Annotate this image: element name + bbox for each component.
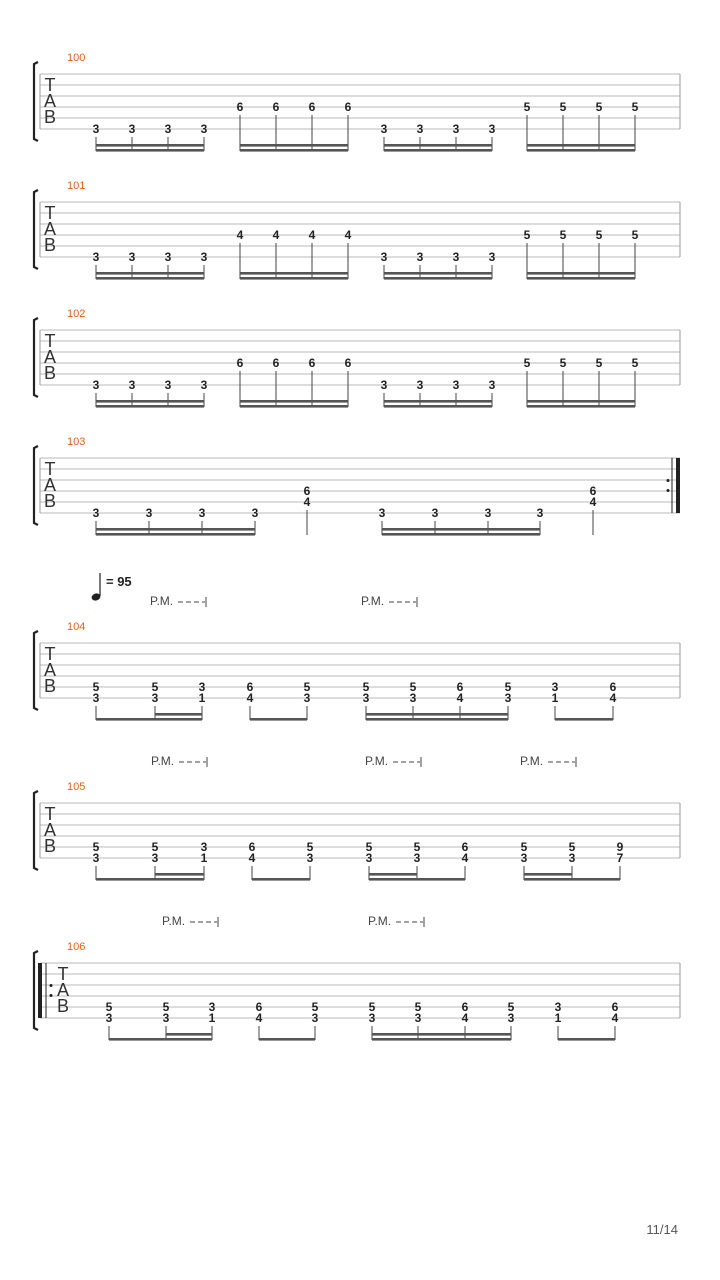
beam [96,149,204,152]
beam-secondary [155,713,202,716]
fret-number: 3 [416,378,424,392]
beam [240,149,348,152]
system-bracket [34,446,38,525]
fret-number: 3 [198,506,206,520]
fret-number: 5 [368,1000,376,1014]
beat-group [524,100,639,152]
fret-number: 5 [365,840,373,854]
fret-number: 3 [378,506,386,520]
fret-number: 5 [631,228,639,242]
tab-system-105 [34,754,680,881]
fret-number: 3 [452,378,460,392]
fret-number: 3 [198,680,206,694]
beam-secondary [96,400,204,403]
fret-number: 3 [414,1011,422,1025]
fret-number: 4 [255,1011,263,1025]
beam [369,878,465,881]
fret-number: 1 [200,851,208,865]
fret-number: 3 [409,691,417,705]
beam [366,718,508,721]
fret-number: 3 [200,122,208,136]
repeat-dot [50,984,53,987]
fret-number: 5 [162,1000,170,1014]
fret-number: 6 [456,680,464,694]
fret-number: 3 [151,691,159,705]
fret-number: 7 [616,851,624,865]
fret-number: 5 [523,228,531,242]
fret-number: 5 [151,680,159,694]
beat-group [237,356,352,408]
fret-number: 6 [246,680,254,694]
tab-clef-letter: T [44,331,56,351]
fret-number: 5 [414,1000,422,1014]
fret-number: 3 [365,851,373,865]
beam [382,533,540,536]
palm-mute-label: P.M. [365,754,389,768]
fret-number: 5 [504,680,512,694]
tab-clef-letter: B [43,107,57,127]
fret-number: 9 [616,840,624,854]
fret-number: 5 [306,840,314,854]
fret-number: 4 [609,691,617,705]
fret-number: 3 [520,851,528,865]
fret-number: 3 [488,250,496,264]
beam-secondary [240,272,348,275]
measure-number: 106 [67,941,86,953]
fret-number: 3 [311,1011,319,1025]
fret-number: 6 [611,1000,619,1014]
tab-clef-letter: B [43,676,57,696]
tab-system-100 [34,52,680,152]
system-bracket [34,631,38,710]
fret-number: 3 [151,851,159,865]
fret-number: 3 [251,506,259,520]
beat-group [304,484,311,535]
palm-mute-label: P.M. [151,754,175,768]
fret-number: 3 [484,506,492,520]
fret-number: 5 [520,840,528,854]
tab-clef-letter: A [43,475,57,495]
beat-group [247,680,311,721]
beam-secondary [166,1033,212,1036]
beat-group [93,840,208,881]
beam [240,277,348,280]
fret-number: 3 [92,250,100,264]
fret-number: 5 [559,228,567,242]
beam [109,1038,212,1041]
fret-number: 6 [236,356,244,370]
repeat-dot [50,994,53,997]
fret-number: 6 [255,1000,263,1014]
fret-number: 3 [92,691,100,705]
fret-number: 3 [554,1000,562,1014]
fret-number: 3 [128,250,136,264]
tab-system-102 [34,308,680,408]
beat-group [363,680,512,721]
measure-number: 102 [67,308,86,320]
beat-group [381,378,496,408]
fret-number: 3 [568,851,576,865]
measure-number: 100 [67,52,86,64]
repeat-end-thick [676,458,680,513]
fret-number: 3 [551,680,559,694]
beat-group [256,1000,319,1041]
fret-number: 4 [461,851,469,865]
tab-clef-letter: T [44,804,56,824]
tab-clef-letter: A [43,219,57,239]
tab-clef-letter: B [43,836,57,856]
fret-number: 4 [303,495,311,509]
beam-secondary [527,144,635,147]
beat-group [381,250,496,280]
beat-group [93,250,208,280]
fret-number: 5 [568,840,576,854]
fret-number: 3 [208,1000,216,1014]
beam [384,149,492,152]
beat-group [524,356,639,408]
beam [240,405,348,408]
measure-number: 105 [67,781,86,793]
system-bracket [34,190,38,269]
beat-group [106,1000,216,1041]
beat-group [555,1000,619,1041]
fret-number: 3 [488,122,496,136]
fret-number: 1 [554,1011,562,1025]
fret-number: 6 [248,840,256,854]
fret-number: 3 [452,250,460,264]
beat-group [369,1000,515,1041]
fret-number: 3 [507,1011,515,1025]
fret-number: 3 [303,691,311,705]
fret-number: 3 [416,250,424,264]
fret-number: 3 [164,378,172,392]
system-bracket [34,951,38,1030]
fret-number: 3 [92,851,100,865]
fret-number: 3 [92,122,100,136]
fret-number: 6 [344,100,352,114]
beam-secondary [384,272,492,275]
fret-number: 6 [308,100,316,114]
fret-number: 4 [248,851,256,865]
fret-number: 3 [306,851,314,865]
fret-number: 5 [631,356,639,370]
tab-clef-letter: T [57,964,69,984]
beat-group [237,228,352,280]
beat-group [381,122,496,152]
measure-number: 103 [67,436,86,448]
fret-number: 4 [344,228,352,242]
tempo-value: = 95 [106,574,132,589]
beam-secondary [524,873,572,876]
fret-number: 3 [536,506,544,520]
fret-number: 5 [559,356,567,370]
beam-secondary [527,272,635,275]
tab-system-104 [34,573,680,721]
fret-number: 5 [595,100,603,114]
beat-group [379,506,544,536]
repeat-dot [667,489,670,492]
beam [96,405,204,408]
fret-number: 4 [456,691,464,705]
beat-group [93,378,208,408]
fret-number: 6 [308,356,316,370]
fret-number: 3 [145,506,153,520]
fret-number: 3 [413,851,421,865]
beam-secondary [384,144,492,147]
beat-group [93,506,259,536]
fret-number: 6 [303,484,311,498]
beat-group [237,100,352,152]
tab-clef-letter: B [43,235,57,255]
fret-number: 5 [595,228,603,242]
beam-secondary [366,713,508,716]
fret-number: 3 [368,1011,376,1025]
fret-number: 6 [344,356,352,370]
tab-clef-letter: B [56,996,70,1016]
beam [96,878,204,881]
beat-group [524,228,639,280]
beat-group [521,840,624,881]
beam [96,718,202,721]
beam-secondary [96,272,204,275]
fret-number: 5 [595,356,603,370]
fret-number: 5 [523,100,531,114]
beam [527,277,635,280]
beam [527,149,635,152]
palm-mute-label: P.M. [150,594,174,608]
page-number: 11/14 [646,1222,678,1237]
tab-clef-letter: T [44,203,56,223]
fret-number: 5 [559,100,567,114]
beam [555,718,613,721]
beat-group [93,122,208,152]
beam-secondary [372,1033,511,1036]
fret-number: 3 [431,506,439,520]
beam [96,533,255,536]
palm-mute-label: P.M. [368,914,392,928]
fret-number: 5 [409,680,417,694]
beam [250,718,307,721]
tab-clef-letter: T [44,644,56,664]
fret-number: 1 [208,1011,216,1025]
tab-clef-letter: A [56,980,70,1000]
tab-clef-letter: A [43,347,57,367]
fret-number: 3 [380,378,388,392]
beam [96,277,204,280]
fret-number: 3 [164,122,172,136]
beam-secondary [382,528,540,531]
system-bracket [34,318,38,397]
tab-clef-letter: T [44,75,56,95]
tab-system-103 [34,436,680,536]
palm-mute-label: P.M. [520,754,544,768]
fret-number: 4 [589,495,597,509]
fret-number: 6 [589,484,597,498]
system-bracket [34,791,38,870]
beat-group [552,680,617,721]
fret-number: 5 [151,840,159,854]
fret-number: 3 [416,122,424,136]
fret-number: 5 [631,100,639,114]
repeat-start-thick [38,963,42,1018]
fret-number: 3 [162,1011,170,1025]
tempo-marking [91,573,132,602]
fret-number: 3 [200,840,208,854]
beat-group [366,840,469,881]
beam [252,878,310,881]
fret-number: 6 [272,100,280,114]
fret-number: 3 [504,691,512,705]
beam [384,277,492,280]
tab-clef-letter: B [43,491,57,511]
fret-number: 5 [92,840,100,854]
tab-clef-letter: A [43,91,57,111]
beam-secondary [527,400,635,403]
fret-number: 3 [128,122,136,136]
fret-number: 3 [200,378,208,392]
beam [558,1038,615,1041]
beam-secondary [240,400,348,403]
measure-number: 101 [67,180,86,192]
fret-number: 6 [461,1000,469,1014]
fret-number: 5 [523,356,531,370]
system-bracket [34,62,38,141]
fret-number: 3 [452,122,460,136]
fret-number: 4 [611,1011,619,1025]
beam-secondary [96,528,255,531]
beam [259,1038,315,1041]
repeat-dot [667,479,670,482]
beam-secondary [96,144,204,147]
fret-number: 5 [413,840,421,854]
tab-system-101 [34,180,680,280]
tab-clef-letter: A [43,820,57,840]
fret-number: 3 [105,1011,113,1025]
fret-number: 4 [272,228,280,242]
measure-number: 104 [67,621,86,633]
tab-system-106 [34,914,680,1041]
fret-number: 3 [92,506,100,520]
palm-mute-label: P.M. [162,914,186,928]
beat-group [590,484,597,535]
fret-number: 3 [380,122,388,136]
fret-number: 3 [488,378,496,392]
tab-clef-letter: A [43,660,57,680]
fret-number: 6 [461,840,469,854]
beam-secondary [369,873,417,876]
fret-number: 3 [128,378,136,392]
beam-secondary [384,400,492,403]
beam-secondary [155,873,204,876]
fret-number: 1 [198,691,206,705]
beat-group [249,840,314,881]
fret-number: 3 [380,250,388,264]
tab-clef-letter: T [44,459,56,479]
fret-number: 3 [200,250,208,264]
beam [384,405,492,408]
fret-number: 3 [92,378,100,392]
beam [372,1038,511,1041]
fret-number: 5 [92,680,100,694]
fret-number: 5 [507,1000,515,1014]
beat-group [93,680,206,721]
fret-number: 1 [551,691,559,705]
fret-number: 5 [105,1000,113,1014]
fret-number: 5 [362,680,370,694]
fret-number: 6 [272,356,280,370]
palm-mute-label: P.M. [361,594,385,608]
fret-number: 3 [362,691,370,705]
beam-secondary [240,144,348,147]
fret-number: 4 [236,228,244,242]
fret-number: 4 [308,228,316,242]
fret-number: 4 [246,691,254,705]
fret-number: 4 [461,1011,469,1025]
fret-number: 3 [164,250,172,264]
fret-number: 5 [311,1000,319,1014]
fret-number: 6 [236,100,244,114]
beam [524,878,620,881]
tab-clef-letter: B [43,363,57,383]
beam [527,405,635,408]
fret-number: 5 [303,680,311,694]
fret-number: 6 [609,680,617,694]
